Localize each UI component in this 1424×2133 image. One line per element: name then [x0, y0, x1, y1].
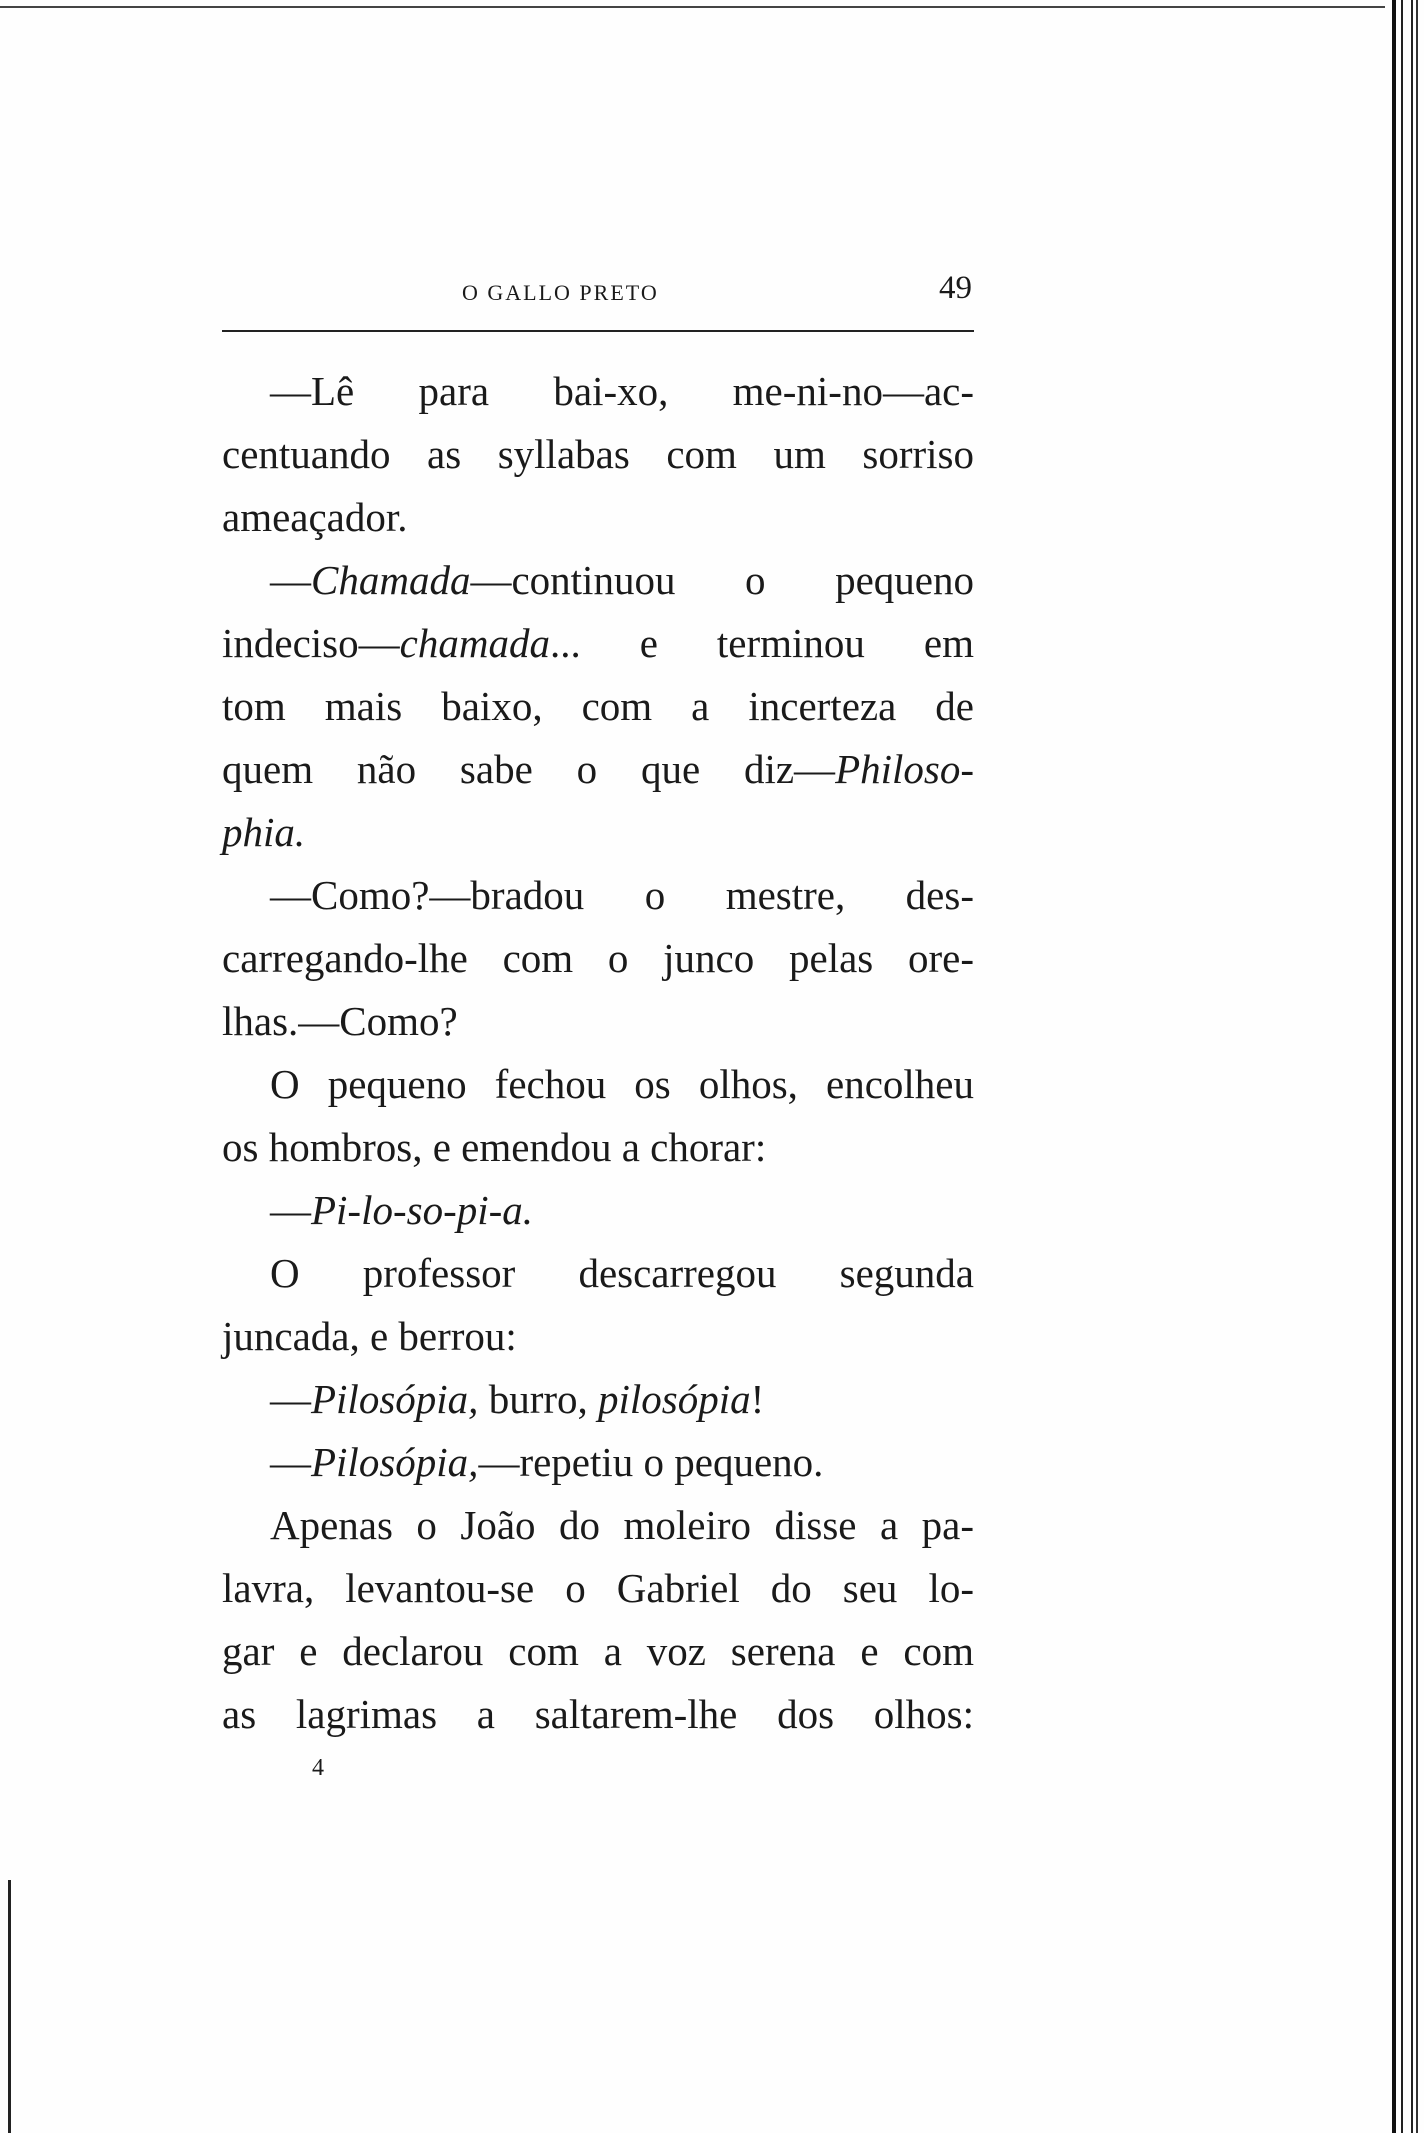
- text-line: carregando-lhe com o junco pelas ore-: [222, 935, 974, 981]
- header-rule: [222, 330, 974, 332]
- text-line: gar e declarou com a voz serena e com: [222, 1628, 974, 1674]
- running-title: O GALLO PRETO: [462, 280, 659, 305]
- text-line: —Pilosópia,—repetiu o pequeno.: [270, 1439, 824, 1485]
- text-line: ameaçador.: [222, 494, 408, 540]
- body-text: [222, 360, 974, 1746]
- text-line: indeciso—chamada... e terminou em: [222, 620, 974, 666]
- page-number: 49: [939, 270, 972, 306]
- scan-right-edge: [1392, 0, 1418, 2133]
- text-line: —Lê para bai-xo, me-ni-no—ac-: [270, 368, 974, 414]
- text-line: lhas.—Como?: [222, 998, 458, 1044]
- text-line: as lagrimas a saltarem-lhe dos olhos:: [222, 1691, 974, 1737]
- text-line: phia.: [222, 809, 306, 855]
- text-line: os hombros, e emendou a chorar:: [222, 1124, 767, 1170]
- text-line: Apenas o João do moleiro disse a pa-: [270, 1502, 974, 1548]
- text-line: O professor descarregou segunda: [270, 1250, 974, 1296]
- scan-left-edge: [8, 1880, 11, 2133]
- text-line: tom mais baixo, com a incerteza de: [222, 683, 974, 729]
- text-line: —Pilosópia, burro, pilosópia!: [270, 1376, 765, 1422]
- page-header: [222, 270, 974, 332]
- text-line: quem não sabe o que diz—Philoso-: [222, 746, 974, 792]
- text-line: centuando as syllabas com um sorriso: [222, 431, 974, 477]
- signature-mark: 4: [312, 1755, 324, 1781]
- scan-top-edge: [0, 6, 1385, 8]
- text-line: —Como?—bradou o mestre, des-: [270, 872, 974, 918]
- text-line: —Chamada—continuou o pequeno: [270, 557, 974, 603]
- text-line: juncada, e berrou:: [222, 1313, 517, 1359]
- text-line: O pequeno fechou os olhos, encolheu: [270, 1061, 974, 1107]
- text-line: —Pi-lo-so-pi-a.: [270, 1187, 534, 1233]
- text-line: lavra, levantou-se o Gabriel do seu lo-: [222, 1565, 974, 1611]
